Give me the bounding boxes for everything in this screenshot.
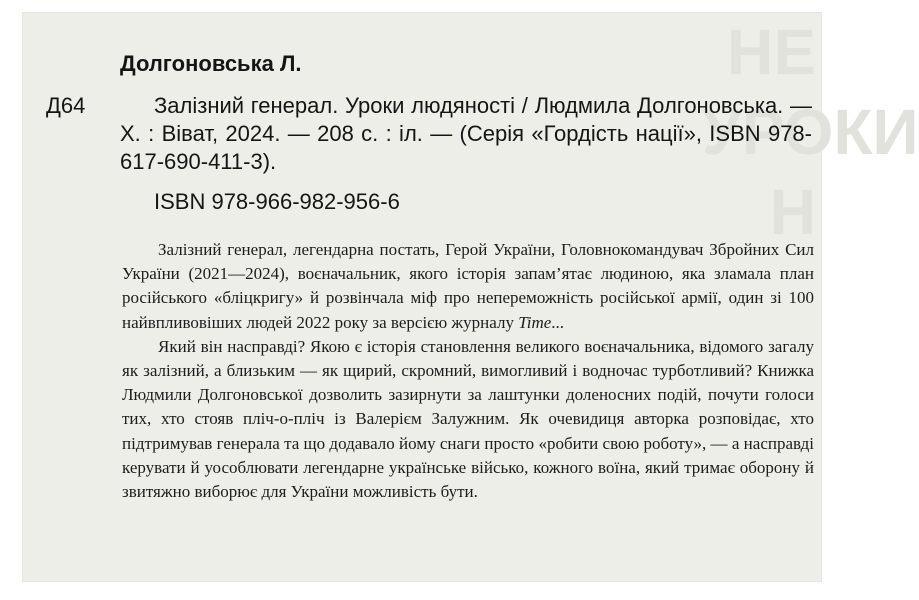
catalog-record: [22, 12, 822, 214]
author-heading: Долгоновська Л.: [120, 51, 302, 76]
annotation-text-1: Залізний генерал, легендарна постать, Герой України, Головнокомандувач Збройних Сил України (2021—2024), воєначальник, якого історія запам’ятає людиною, яка зламала план російського «бліцкригу» й розвінчала міф про непереможність російської армії, один зі 100 найвпливовіших людей 2022 року за версією журналу: [122, 240, 814, 332]
classification-code: Д64: [46, 93, 86, 118]
bibliographic-entry: Залізний генерал. Уроки людяності / Людмила Долгоновська. — Х. : Віват, 2024. — 208 с. : іл. — (Серія «Гордість нації», ISBN 978-617-690-411-3).: [120, 93, 812, 174]
annotation-paragraph-2: Який він насправді? Якою є історія становлення великого воєначальника, відомого загалу як залізний, а близьким — як щирий, скромний, вимогливий і водночас турботливий? Книжка Людмили Долгоновської дозволить зазирнути за лаштунки доленосних подій, почути голоси тих, хто стояв пліч-о-пліч із Валерієм Залужним. Як очевидиця авторка розповідає, хто підтримував генерала та що додавало йому снаги просто «робити свою роботу», — а насправді керувати й уособлювати легендарне українське військо, кожного воїна, який тримає оборону й звитяжно виборює для України можливість бути.: [122, 336, 814, 502]
annotation-paragraph-1: [122, 238, 814, 335]
isbn: ISBN 978-966-982-956-6: [154, 189, 400, 214]
book-annotation: [122, 238, 814, 504]
book-page: [22, 12, 919, 582]
ellipsis: ...: [551, 312, 565, 332]
journal-title: Time: [518, 312, 552, 332]
cover-bleed-through-decoration: НЕ УРОКИ Н: [702, 16, 919, 248]
